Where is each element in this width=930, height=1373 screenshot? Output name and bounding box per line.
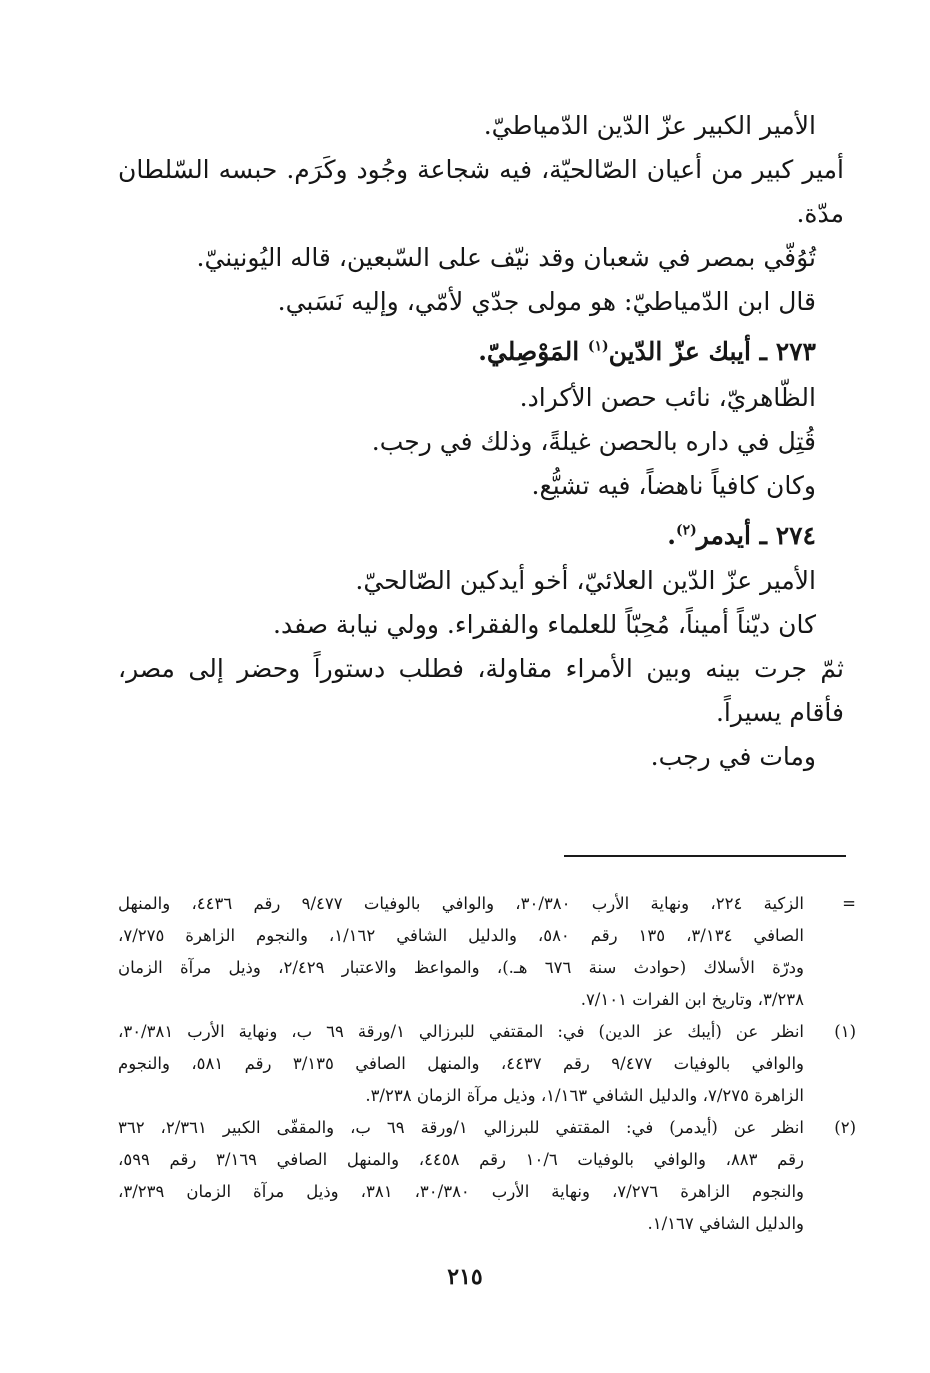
footnote-ref-2: (٢): [675, 522, 697, 539]
entry-heading-text: .: [667, 521, 676, 550]
entry-heading-273: [478, 332, 816, 372]
entry-heading-274: [667, 516, 816, 556]
footnote-line: الصافي ٣/١٣٤، ١٣٥ رقم ٥٨٠، والدليل الشافي ١/١٦٢، والنجوم الزاهرة ٧/٢٧٥،: [118, 926, 804, 945]
entry-heading-text: ٢٧٣ ـ أيبك عزّ الدّين: [608, 337, 816, 366]
text-line: الظّاهريّ، نائب حصن الأكراد.: [519, 383, 816, 412]
page-number: ٢١٥: [447, 1264, 483, 1290]
text-line: تُوُفّي بمصر في شعبان وقد نيّف على السّبعين، قاله اليُونينيّ.: [196, 243, 816, 272]
footnote-line: الزكية ٢٢٤، ونهاية الأرب ٣٠/٣٨٠، والوافي بالوفيات ٩/٤٧٧ رقم ٤٤٣٦، والمنهل: [118, 894, 804, 913]
text-line: الأمير الكبير عزّ الدّين الدّمياطيّ.: [483, 111, 816, 140]
text-line: ثمّ جرت بينه وبين الأمراء مقاولة، فطلب دستوراً وحضر إلى مصر،: [118, 654, 844, 683]
footnote-line: ٣/٢٣٨، وتاريخ ابن الفرات ٧/١٠١.: [580, 990, 804, 1009]
footnote-line: الزاهرة ٧/٢٧٥، والدليل الشافي ١/١٦٣، وذيل مرآة الزمان ٣/٢٣٨.: [365, 1086, 804, 1105]
footnote-line: والدليل الشافي ١/١٦٧.: [647, 1214, 804, 1233]
footnote-line: انظر عن (أيدمر) في: المقتفي للبرزالي ١/ورقة ٦٩ ب، والمقفّى الكبير ٢/٣٦١، ٣٦٢: [118, 1118, 804, 1137]
entry-heading-text: ٢٧٤ ـ أيدمر: [696, 521, 816, 550]
text-line: قال ابن الدّمياطيّ: هو مولى جدّي لأمّي، وإليه نَسَبي.: [277, 287, 816, 316]
text-line: كان ديّناً أميناً، مُحِبّاً للعلماء والفقراء. وولي نيابة صفد.: [273, 610, 816, 639]
footnote-ref-1: (١): [587, 338, 609, 355]
footnote-line: والنجوم الزاهرة ٧/٢٧٦، ونهاية الأرب ٣٠/٣٨٠، ٣٨١، وذيل مرآة الزمان ٣/٢٣٩،: [118, 1182, 805, 1201]
footnote-line: انظر عن (أيبك عز الدين) في: المقتفي للبرزالي ١/ورقة ٦٩ ب، ونهاية الأرب ٣٠/٣٨١،: [118, 1022, 805, 1041]
footnote-line: رقم ٨٨٣، والوافي بالوفيات ١٠/٦ رقم ٤٤٥٨، والمنهل الصافي ٣/١٦٩ رقم ٥٩٩،: [118, 1150, 804, 1169]
footnote-continuation-marker: =: [842, 894, 856, 913]
text-line: ومات في رجب.: [650, 742, 816, 771]
text-line: أمير كبير من أعيان الصّالحيّة، فيه شجاعة وجُود وكَرَم. حبسه السّلطان: [118, 155, 844, 184]
text-line: مدّة.: [796, 199, 844, 228]
text-line: وكان كافياً ناهضاً، فيه تشيُّع.: [531, 471, 816, 500]
footnote-marker-1: (١): [834, 1022, 856, 1041]
entry-heading-text: المَوْصِليّ.: [478, 337, 588, 366]
footnote-separator: [564, 855, 846, 857]
text-line: الأمير عزّ الدّين العلائيّ، أخو أيدكين الصّالحيّ.: [355, 566, 816, 595]
text-line: قُتِل في داره بالحصن غيلةً، وذلك في رجب.: [371, 427, 816, 456]
footnote-marker-2: (٢): [834, 1118, 856, 1137]
text-line: فأقام يسيراً.: [715, 698, 844, 727]
footnote-line: والوافي بالوفيات ٩/٤٧٧ رقم ٤٤٣٧، والمنهل الصافي ٣/١٣٥ رقم ٥٨١، والنجوم: [118, 1054, 805, 1073]
footnote-line: ودرّة الأسلاك (حوادث سنة ٦٧٦ هـ.)، والمواعظ والاعتبار ٢/٤٢٩، وذيل مرآة الزمان: [118, 958, 804, 977]
